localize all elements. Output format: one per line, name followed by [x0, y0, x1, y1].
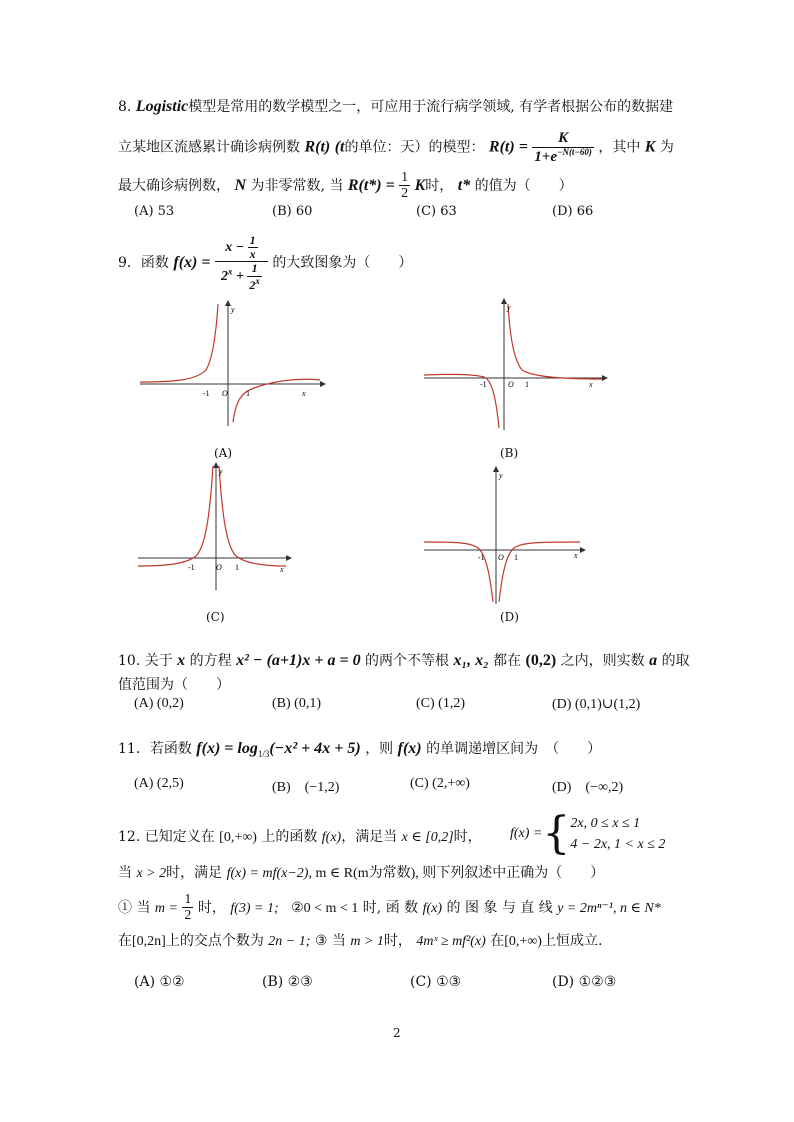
q12-line1	[118, 826, 482, 846]
q11-text: 的单调递增区间为 （ ）	[426, 741, 602, 757]
x-label: x	[302, 389, 306, 398]
q8-line3	[118, 170, 573, 202]
q8-text: 模型是常用的数学模型之一，可应用于流行病学领域, 有学者根据公布的数据建	[188, 99, 674, 115]
q12-case-2: 4 − 2x, 1 < x ≤ 2	[570, 837, 666, 852]
q12-expr: y = 2mⁿ⁻¹, n ∈ N*	[557, 900, 661, 916]
q12-expr: m > 1	[350, 934, 384, 949]
x-label: x	[280, 565, 284, 574]
q8-expr: K	[414, 176, 426, 194]
y-label: y	[499, 471, 503, 480]
q9-num-frac	[248, 234, 258, 261]
q9-main-fraction	[215, 234, 268, 292]
q10-text: 都在	[493, 653, 522, 669]
q9-den-frac-exp: x	[255, 275, 260, 286]
q12-expr: f(3) = 1;	[230, 900, 279, 916]
x-axis-arrow	[602, 375, 608, 381]
curve-left	[138, 466, 213, 566]
curve-right	[508, 304, 602, 379]
q11-text: 11．若函数	[118, 741, 192, 757]
q8-text: ，其中	[598, 139, 641, 156]
q9-number: 9．函数	[118, 254, 169, 271]
q12-text: 上恒成立.	[541, 933, 603, 949]
q8-fraction	[532, 130, 594, 165]
x-axis-arrow	[286, 555, 292, 561]
q12-line2	[118, 862, 604, 882]
q8-option-a: (A) 53	[134, 204, 175, 219]
curve-right	[233, 379, 320, 422]
q12-half-num: 1	[184, 892, 192, 907]
q10-roots: x₁, x₂	[453, 652, 489, 669]
q8-text: 的值为（ ）	[474, 177, 573, 194]
q9-caption-d: (D)	[500, 610, 519, 624]
q12-interval: [0,+∞)	[219, 830, 257, 845]
q9-caption-a: (A)	[214, 446, 233, 460]
q9-text: 的大致图象为（ ）	[272, 254, 413, 271]
q12-text: 上的函数	[261, 829, 318, 845]
q10-option-c: (C) (1,2)	[416, 696, 465, 711]
q9-num-main: x −	[225, 239, 245, 255]
q8-text: 为非零常数, 当	[250, 177, 344, 194]
q10-line1	[118, 650, 690, 670]
q12-text: 的 图 象 与 直 线	[446, 899, 553, 916]
q12-case-1: 2x, 0 ≤ x ≤ 1	[570, 816, 641, 831]
x-axis-arrow	[320, 381, 326, 387]
q9-den-exp: x	[227, 266, 233, 277]
x-label: x	[589, 380, 593, 389]
q12-expr: 2n − 1;	[268, 934, 311, 949]
q8-expr: R(t)	[304, 138, 331, 156]
q12-text: 当	[118, 865, 132, 881]
y-label: y	[507, 303, 511, 312]
tick-1: 1	[246, 389, 250, 398]
q12-expr: f(x)	[321, 830, 342, 845]
q10-text: 的方程	[189, 653, 232, 669]
q12-interval: [0,+∞)	[504, 934, 542, 949]
q9-den-frac-num: 1	[247, 262, 262, 276]
q12-line4	[118, 930, 602, 950]
q12-text: 时，	[383, 933, 412, 949]
q8-half-den: 2	[401, 186, 409, 202]
q12-option-b: (B) ②③	[262, 974, 313, 990]
q12-text: 在	[118, 933, 132, 949]
q8-option-c: (C) 63	[416, 204, 457, 219]
q8-half-num: 1	[401, 170, 409, 185]
tick-neg1: -1	[188, 563, 195, 572]
q8-frac-den: 1+e	[534, 148, 557, 165]
q12-option-d: (D) ①②③	[552, 974, 617, 990]
q10-text: 之内，则实数	[560, 653, 645, 669]
curve-left	[424, 542, 493, 602]
tick-1: 1	[514, 553, 518, 562]
origin-label: O	[216, 563, 222, 572]
q9-caption-b: (B)	[500, 446, 519, 460]
q12-text: 在	[490, 933, 505, 949]
q11-option-c: (C) (2,+∞)	[410, 776, 470, 791]
q10-line2: 值范围为（ ）	[118, 677, 230, 693]
q12-fx: f(x) =	[510, 826, 543, 841]
q12-text: 上的交点个数为	[165, 933, 264, 949]
q9-graph-d	[422, 466, 602, 606]
q11-text: ，则	[365, 741, 394, 757]
q11-expr: f(x)	[397, 740, 422, 757]
q8-formula: R(t) =	[488, 138, 528, 156]
curve-left	[140, 304, 218, 382]
q8-expr: (t	[334, 138, 345, 156]
q12-text: 时，	[197, 899, 226, 916]
q9-fx: f(x) =	[173, 253, 211, 271]
q12-expr: x > 2	[136, 866, 167, 881]
q12-text: ，满足当	[341, 829, 398, 845]
q9-graph-a	[136, 300, 326, 430]
q12-text: , m ∈ R(m为常数), 则下列叙述中正确为（ ）	[308, 866, 605, 881]
q12-expr: x ∈ [0,2]	[401, 830, 454, 845]
q8-expr: t*	[457, 176, 471, 194]
q10-interval: (0,2)	[525, 652, 557, 669]
q10-option-a: (A) (0,2)	[134, 696, 184, 711]
q9-den-frac	[247, 262, 262, 291]
q12-expr: 4mˣ ≥ mf²(x)	[416, 934, 486, 949]
left-brace-icon: {	[542, 808, 571, 859]
q8-half	[399, 170, 410, 202]
q12-piecewise	[510, 808, 666, 859]
q12-option-c: (C) ①③	[410, 974, 462, 990]
q8-line1	[118, 96, 673, 116]
q12-line3	[118, 892, 661, 924]
curve-left	[424, 374, 499, 428]
q12-text: 时，	[453, 829, 482, 845]
q8-text: 为	[659, 139, 674, 156]
q8-text: 立某地区流感累计确诊病例数	[118, 139, 300, 156]
q12-text: 12. 已知定义在	[118, 829, 215, 845]
tick-neg1: -1	[480, 380, 487, 389]
q11-option-a: (A) (2,5)	[134, 776, 184, 791]
q8-logistic: Logistic	[135, 98, 189, 115]
tick-1: 1	[235, 563, 239, 572]
q8-text: 时，	[425, 177, 454, 194]
q9-num-frac-den: x	[249, 247, 256, 262]
q10-option-b: (B) (0,1)	[272, 696, 321, 711]
curve-right	[219, 466, 286, 566]
q12-expr: f(x) = mf(x−2)	[226, 866, 309, 881]
q9-graph-c	[136, 462, 296, 592]
q8-text: 的单位：天）的模型：	[344, 139, 485, 156]
q8-option-b: (B) 60	[272, 204, 313, 219]
q8-number: 8.	[118, 99, 132, 115]
y-label: y	[231, 305, 235, 314]
q9-den-frac-den: 2	[249, 277, 256, 292]
q12-interval: [0,2n]	[132, 934, 166, 949]
q12-statement-1: ① 当	[118, 899, 151, 916]
q8-frac-exp: −N(t−60)	[556, 146, 592, 157]
q9-den-plus: +	[235, 269, 244, 285]
origin-label: O	[222, 389, 228, 398]
q10-text: 的两个不等根	[365, 653, 450, 669]
page-number: 2	[393, 1026, 401, 1040]
q9-den-main: 2	[220, 269, 228, 285]
q9-num-frac-num: 1	[249, 233, 256, 247]
q10-equation: x² − (a+1)x + a = 0	[236, 652, 361, 669]
q10-expr: x	[177, 652, 186, 669]
q8-expr: K	[644, 138, 656, 156]
origin-label: O	[498, 553, 504, 562]
q10-text: 的取	[661, 653, 690, 669]
q8-text: 最大确诊病例数，	[118, 177, 230, 194]
q10-text: 10. 关于	[118, 653, 173, 669]
origin-label: O	[508, 380, 514, 389]
q8-frac-num: K	[532, 130, 594, 148]
q11-line	[118, 738, 601, 759]
tick-neg1: -1	[478, 553, 485, 562]
q10-option-d: (D) (0,1)∪(1,2)	[552, 697, 641, 712]
tick-neg1: -1	[203, 389, 210, 398]
q8-line2	[118, 130, 674, 165]
q12-expr: m =	[154, 900, 178, 916]
q12-text: 时, 函 数	[362, 899, 419, 916]
q8-formula: R(t*) =	[347, 176, 395, 194]
q8-expr: N	[234, 176, 247, 194]
q12-option-a: (A) ①②	[134, 974, 185, 990]
curve-right	[499, 542, 580, 602]
q12-half	[182, 892, 193, 924]
tick-1: 1	[525, 380, 529, 389]
q11-option-d: (D) (−∞,2)	[552, 780, 624, 795]
y-label: y	[219, 467, 223, 476]
q12-half-den: 2	[184, 908, 192, 924]
x-axis-arrow	[580, 547, 586, 553]
x-label: x	[574, 551, 578, 560]
q9-caption-c: (C)	[206, 610, 225, 624]
q12-text: 时，满足	[166, 865, 223, 881]
q9-line	[118, 234, 412, 292]
q11-option-b: (B) (−1,2)	[272, 780, 340, 795]
q11-log-base: 1/3	[257, 748, 270, 759]
q12-statement-3: ③ 当	[314, 933, 346, 949]
q9-graph-b	[422, 298, 612, 434]
q11-arg: (−x² + 4x + 5)	[269, 740, 361, 757]
q12-expr: f(x)	[422, 900, 443, 916]
q8-option-d: (D) 66	[552, 204, 594, 219]
q10-expr: a	[649, 652, 658, 669]
q11-log: f(x) = log	[196, 740, 258, 757]
q12-statement-2: ②0 < m < 1	[291, 900, 359, 916]
